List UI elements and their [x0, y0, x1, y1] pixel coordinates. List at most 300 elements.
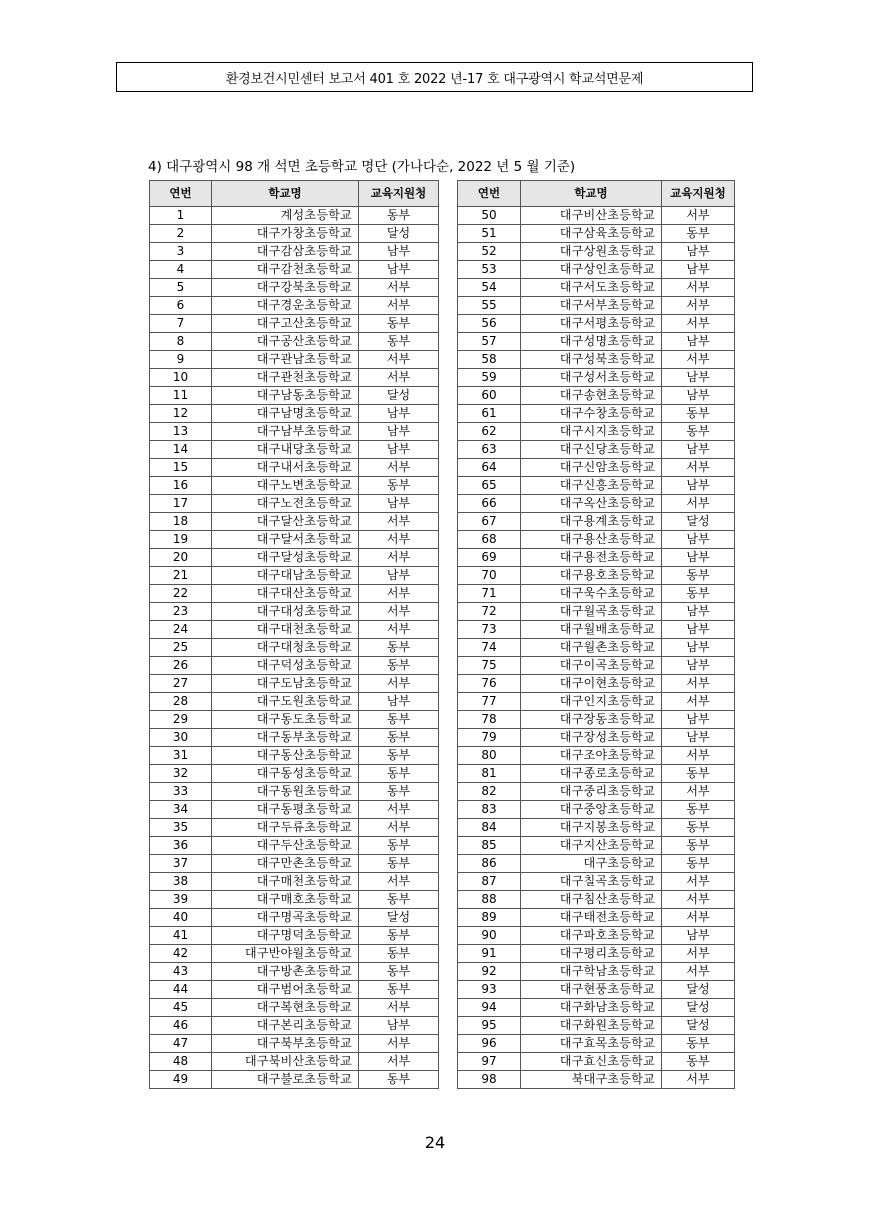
cell-office: 서부	[662, 459, 735, 477]
cell-no: 57	[458, 333, 521, 351]
cell-no: 65	[458, 477, 521, 495]
cell-office: 남부	[662, 333, 735, 351]
cell-school-name: 대구두류초등학교	[212, 819, 359, 837]
cell-no: 62	[458, 423, 521, 441]
table-row	[150, 909, 439, 927]
cell-no: 24	[150, 621, 212, 639]
cell-office: 남부	[662, 243, 735, 261]
cell-office: 동부	[359, 963, 439, 981]
cell-no: 20	[150, 549, 212, 567]
cell-school-name: 대구서부초등학교	[521, 297, 662, 315]
cell-office: 동부	[662, 801, 735, 819]
school-table-right	[457, 180, 735, 1089]
cell-office: 남부	[359, 1017, 439, 1035]
cell-no: 1	[150, 207, 212, 225]
cell-office: 남부	[662, 711, 735, 729]
table-row	[150, 855, 439, 873]
cell-office: 동부	[359, 891, 439, 909]
table-row	[458, 891, 735, 909]
table-row	[458, 981, 735, 999]
cell-school-name: 계성초등학교	[212, 207, 359, 225]
cell-no: 68	[458, 531, 521, 549]
cell-office: 남부	[662, 477, 735, 495]
cell-no: 87	[458, 873, 521, 891]
table-row	[458, 441, 735, 459]
cell-office: 남부	[662, 603, 735, 621]
cell-office: 서부	[662, 1071, 735, 1089]
cell-school-name: 대구반야월초등학교	[212, 945, 359, 963]
cell-no: 48	[150, 1053, 212, 1071]
table-row	[458, 297, 735, 315]
cell-office: 동부	[359, 981, 439, 999]
cell-no: 91	[458, 945, 521, 963]
cell-school-name: 대구태전초등학교	[521, 909, 662, 927]
table-row	[458, 693, 735, 711]
cell-school-name: 대구남부초등학교	[212, 423, 359, 441]
cell-school-name: 대구장동초등학교	[521, 711, 662, 729]
cell-office: 서부	[359, 369, 439, 387]
cell-no: 33	[150, 783, 212, 801]
cell-no: 7	[150, 315, 212, 333]
cell-school-name: 대구북부초등학교	[212, 1035, 359, 1053]
cell-school-name: 대구명곡초등학교	[212, 909, 359, 927]
cell-office: 달성	[359, 909, 439, 927]
cell-office: 동부	[359, 657, 439, 675]
cell-office: 서부	[359, 1035, 439, 1053]
table-row	[458, 567, 735, 585]
cell-office: 서부	[359, 675, 439, 693]
cell-school-name: 대구대청초등학교	[212, 639, 359, 657]
cell-school-name: 대구월촌초등학교	[521, 639, 662, 657]
cell-office: 동부	[662, 405, 735, 423]
cell-no: 93	[458, 981, 521, 999]
table-row	[458, 639, 735, 657]
cell-office: 서부	[662, 297, 735, 315]
cell-no: 78	[458, 711, 521, 729]
table-row	[150, 1071, 439, 1089]
cell-office: 서부	[662, 963, 735, 981]
cell-school-name: 대구도원초등학교	[212, 693, 359, 711]
cell-school-name: 대구강북초등학교	[212, 279, 359, 297]
cell-school-name: 대구고산초등학교	[212, 315, 359, 333]
table-row	[150, 369, 439, 387]
cell-no: 10	[150, 369, 212, 387]
cell-no: 75	[458, 657, 521, 675]
table-row	[150, 585, 439, 603]
cell-no: 64	[458, 459, 521, 477]
table-row	[458, 243, 735, 261]
table-row	[150, 837, 439, 855]
cell-office: 서부	[662, 207, 735, 225]
table-row	[150, 783, 439, 801]
cell-no: 49	[150, 1071, 212, 1089]
cell-office: 서부	[359, 585, 439, 603]
cell-school-name: 대구평리초등학교	[521, 945, 662, 963]
cell-office: 동부	[359, 207, 439, 225]
cell-office: 동부	[359, 927, 439, 945]
cell-school-name: 대구성명초등학교	[521, 333, 662, 351]
cell-no: 61	[458, 405, 521, 423]
table-row	[150, 765, 439, 783]
cell-no: 55	[458, 297, 521, 315]
cell-school-name: 대구공산초등학교	[212, 333, 359, 351]
cell-school-name: 대구동원초등학교	[212, 783, 359, 801]
cell-no: 98	[458, 1071, 521, 1089]
cell-school-name: 대구동부초등학교	[212, 729, 359, 747]
cell-no: 16	[150, 477, 212, 495]
cell-school-name: 대구내당초등학교	[212, 441, 359, 459]
cell-office: 서부	[662, 495, 735, 513]
cell-no: 90	[458, 927, 521, 945]
cell-no: 63	[458, 441, 521, 459]
cell-no: 19	[150, 531, 212, 549]
report-header-title: 환경보건시민센터 보고서 401 호 2022 년-17 호 대구광역시 학교석면문제	[225, 71, 644, 87]
cell-office: 동부	[359, 315, 439, 333]
cell-no: 13	[150, 423, 212, 441]
table-row	[150, 729, 439, 747]
cell-office: 서부	[662, 675, 735, 693]
cell-office: 남부	[662, 369, 735, 387]
cell-school-name: 대구중앙초등학교	[521, 801, 662, 819]
cell-office: 서부	[662, 279, 735, 297]
cell-no: 6	[150, 297, 212, 315]
cell-school-name: 대구지봉초등학교	[521, 819, 662, 837]
cell-office: 서부	[662, 747, 735, 765]
cell-school-name: 대구불로초등학교	[212, 1071, 359, 1089]
cell-no: 88	[458, 891, 521, 909]
cell-no: 51	[458, 225, 521, 243]
cell-office: 동부	[359, 855, 439, 873]
column-header-no: 연번	[150, 181, 212, 207]
cell-no: 8	[150, 333, 212, 351]
cell-school-name: 대구가창초등학교	[212, 225, 359, 243]
cell-school-name: 대구월배초등학교	[521, 621, 662, 639]
table-row	[458, 711, 735, 729]
table-row	[150, 693, 439, 711]
cell-school-name: 대구대남초등학교	[212, 567, 359, 585]
table-row	[150, 531, 439, 549]
cell-no: 35	[150, 819, 212, 837]
cell-school-name: 대구용호초등학교	[521, 567, 662, 585]
cell-office: 서부	[359, 603, 439, 621]
cell-school-name: 대구상인초등학교	[521, 261, 662, 279]
cell-no: 30	[150, 729, 212, 747]
table-row	[150, 225, 439, 243]
cell-office: 동부	[662, 423, 735, 441]
cell-school-name: 대구명덕초등학교	[212, 927, 359, 945]
table-body-right	[458, 207, 735, 1089]
cell-no: 73	[458, 621, 521, 639]
cell-school-name: 대구파호초등학교	[521, 927, 662, 945]
cell-school-name: 대구시지초등학교	[521, 423, 662, 441]
table-row	[150, 423, 439, 441]
table-row	[150, 945, 439, 963]
cell-office: 서부	[359, 1053, 439, 1071]
cell-office: 서부	[662, 351, 735, 369]
table-row	[150, 315, 439, 333]
cell-no: 56	[458, 315, 521, 333]
cell-no: 80	[458, 747, 521, 765]
cell-no: 47	[150, 1035, 212, 1053]
table-row	[150, 1053, 439, 1071]
cell-office: 남부	[359, 441, 439, 459]
table-row	[458, 585, 735, 603]
cell-school-name: 대구월곡초등학교	[521, 603, 662, 621]
table-body-left	[150, 207, 439, 1089]
table-row	[150, 657, 439, 675]
cell-school-name: 대구대산초등학교	[212, 585, 359, 603]
table-row	[458, 873, 735, 891]
cell-school-name: 대구감삼초등학교	[212, 243, 359, 261]
table-row	[458, 405, 735, 423]
table-row	[458, 729, 735, 747]
table-row	[458, 225, 735, 243]
table-row	[150, 1017, 439, 1035]
table-row	[458, 963, 735, 981]
cell-no: 66	[458, 495, 521, 513]
cell-school-name: 대구신암초등학교	[521, 459, 662, 477]
cell-office: 동부	[662, 1053, 735, 1071]
cell-no: 18	[150, 513, 212, 531]
table-row	[458, 333, 735, 351]
column-header-office: 교육지원청	[359, 181, 439, 207]
cell-school-name: 대구범어초등학교	[212, 981, 359, 999]
cell-school-name: 대구감천초등학교	[212, 261, 359, 279]
table-row	[458, 369, 735, 387]
cell-office: 동부	[359, 783, 439, 801]
cell-school-name: 대구만촌초등학교	[212, 855, 359, 873]
cell-office: 서부	[359, 459, 439, 477]
cell-office: 서부	[662, 693, 735, 711]
cell-no: 71	[458, 585, 521, 603]
table-row	[458, 351, 735, 369]
cell-no: 86	[458, 855, 521, 873]
table-row	[150, 711, 439, 729]
cell-school-name: 대구복현초등학교	[212, 999, 359, 1017]
cell-office: 동부	[359, 765, 439, 783]
cell-office: 동부	[359, 477, 439, 495]
cell-school-name: 대구남명초등학교	[212, 405, 359, 423]
cell-no: 95	[458, 1017, 521, 1035]
cell-no: 69	[458, 549, 521, 567]
cell-school-name: 대구현풍초등학교	[521, 981, 662, 999]
cell-office: 서부	[359, 513, 439, 531]
cell-school-name: 대구욱수초등학교	[521, 585, 662, 603]
cell-school-name: 대구옥산초등학교	[521, 495, 662, 513]
cell-no: 36	[150, 837, 212, 855]
cell-office: 남부	[662, 261, 735, 279]
cell-office: 동부	[662, 567, 735, 585]
cell-no: 59	[458, 369, 521, 387]
cell-office: 동부	[359, 945, 439, 963]
table-row	[150, 405, 439, 423]
cell-no: 23	[150, 603, 212, 621]
cell-school-name: 대구효신초등학교	[521, 1053, 662, 1071]
report-header	[116, 62, 753, 92]
cell-school-name: 대구비산초등학교	[521, 207, 662, 225]
cell-office: 달성	[662, 981, 735, 999]
table-row	[458, 855, 735, 873]
cell-school-name: 대구매천초등학교	[212, 873, 359, 891]
table-row	[458, 927, 735, 945]
table-row	[458, 261, 735, 279]
cell-office: 서부	[662, 783, 735, 801]
cell-school-name: 대구신흥초등학교	[521, 477, 662, 495]
table-row	[458, 315, 735, 333]
table-row	[458, 387, 735, 405]
table-row	[150, 297, 439, 315]
cell-no: 32	[150, 765, 212, 783]
cell-no: 58	[458, 351, 521, 369]
table-row	[458, 423, 735, 441]
table-row	[150, 963, 439, 981]
cell-no: 3	[150, 243, 212, 261]
cell-no: 52	[458, 243, 521, 261]
cell-school-name: 대구침산초등학교	[521, 891, 662, 909]
cell-no: 70	[458, 567, 521, 585]
column-header-school: 학교명	[212, 181, 359, 207]
cell-school-name: 대구두산초등학교	[212, 837, 359, 855]
cell-no: 40	[150, 909, 212, 927]
table-row	[458, 945, 735, 963]
cell-office: 남부	[662, 621, 735, 639]
table-row	[150, 207, 439, 225]
cell-no: 41	[150, 927, 212, 945]
cell-office: 동부	[662, 765, 735, 783]
cell-no: 60	[458, 387, 521, 405]
cell-school-name: 대구용산초등학교	[521, 531, 662, 549]
cell-school-name: 대구본리초등학교	[212, 1017, 359, 1035]
cell-no: 96	[458, 1035, 521, 1053]
cell-no: 39	[150, 891, 212, 909]
table-row	[150, 477, 439, 495]
cell-no: 43	[150, 963, 212, 981]
cell-school-name: 대구화원초등학교	[521, 1017, 662, 1035]
cell-school-name: 대구칠곡초등학교	[521, 873, 662, 891]
table-row	[150, 351, 439, 369]
cell-school-name: 대구동산초등학교	[212, 747, 359, 765]
cell-office: 달성	[662, 999, 735, 1017]
cell-school-name: 대구성서초등학교	[521, 369, 662, 387]
cell-office: 동부	[359, 333, 439, 351]
cell-school-name: 북대구초등학교	[521, 1071, 662, 1089]
cell-school-name: 대구관남초등학교	[212, 351, 359, 369]
cell-no: 79	[458, 729, 521, 747]
table-header-row	[458, 181, 735, 207]
cell-no: 83	[458, 801, 521, 819]
table-row	[150, 387, 439, 405]
cell-office: 남부	[359, 261, 439, 279]
cell-office: 동부	[662, 1035, 735, 1053]
cell-office: 서부	[662, 891, 735, 909]
cell-no: 46	[150, 1017, 212, 1035]
cell-no: 81	[458, 765, 521, 783]
table-row	[458, 621, 735, 639]
cell-school-name: 대구대성초등학교	[212, 603, 359, 621]
cell-office: 서부	[662, 909, 735, 927]
cell-school-name: 대구지산초등학교	[521, 837, 662, 855]
table-row	[458, 1035, 735, 1053]
cell-no: 77	[458, 693, 521, 711]
cell-no: 15	[150, 459, 212, 477]
cell-school-name: 대구이곡초등학교	[521, 657, 662, 675]
cell-no: 84	[458, 819, 521, 837]
cell-no: 11	[150, 387, 212, 405]
table-row	[458, 675, 735, 693]
cell-no: 45	[150, 999, 212, 1017]
cell-office: 남부	[662, 387, 735, 405]
cell-office: 동부	[359, 747, 439, 765]
cell-no: 26	[150, 657, 212, 675]
cell-office: 동부	[359, 711, 439, 729]
cell-no: 34	[150, 801, 212, 819]
cell-office: 서부	[662, 873, 735, 891]
cell-school-name: 대구내서초등학교	[212, 459, 359, 477]
table-row	[150, 999, 439, 1017]
cell-office: 서부	[359, 549, 439, 567]
cell-no: 53	[458, 261, 521, 279]
cell-office: 서부	[359, 297, 439, 315]
table-row	[150, 549, 439, 567]
table-header-row	[150, 181, 439, 207]
table-row	[150, 801, 439, 819]
table-row	[150, 819, 439, 837]
cell-no: 42	[150, 945, 212, 963]
cell-no: 12	[150, 405, 212, 423]
table-row	[150, 1035, 439, 1053]
table-row	[458, 747, 735, 765]
table-row	[458, 1017, 735, 1035]
table-row	[458, 495, 735, 513]
cell-school-name: 대구동성초등학교	[212, 765, 359, 783]
table-row	[150, 459, 439, 477]
cell-school-name: 대구이현초등학교	[521, 675, 662, 693]
cell-no: 27	[150, 675, 212, 693]
cell-office: 서부	[662, 945, 735, 963]
table-row	[458, 999, 735, 1017]
cell-office: 남부	[662, 657, 735, 675]
cell-school-name: 대구초등학교	[521, 855, 662, 873]
cell-school-name: 대구인지초등학교	[521, 693, 662, 711]
cell-office: 달성	[359, 225, 439, 243]
cell-office: 남부	[662, 927, 735, 945]
cell-school-name: 대구성북초등학교	[521, 351, 662, 369]
cell-office: 동부	[662, 855, 735, 873]
table-row	[150, 513, 439, 531]
table-row	[150, 333, 439, 351]
table-row	[150, 981, 439, 999]
cell-no: 37	[150, 855, 212, 873]
cell-no: 89	[458, 909, 521, 927]
cell-school-name: 대구상원초등학교	[521, 243, 662, 261]
cell-no: 92	[458, 963, 521, 981]
cell-school-name: 대구송현초등학교	[521, 387, 662, 405]
table-row	[150, 675, 439, 693]
cell-office: 남부	[359, 567, 439, 585]
table-row	[458, 819, 735, 837]
cell-office: 남부	[359, 693, 439, 711]
table-row	[458, 801, 735, 819]
cell-no: 17	[150, 495, 212, 513]
cell-office: 남부	[662, 729, 735, 747]
table-row	[458, 657, 735, 675]
cell-school-name: 대구효목초등학교	[521, 1035, 662, 1053]
table-row	[150, 621, 439, 639]
cell-school-name: 대구도남초등학교	[212, 675, 359, 693]
section-title: 4) 대구광역시 98 개 석면 초등학교 명단 (가나다순, 2022 년 5 월 기준)	[148, 159, 576, 175]
cell-school-name: 대구서평초등학교	[521, 315, 662, 333]
cell-school-name: 대구용계초등학교	[521, 513, 662, 531]
